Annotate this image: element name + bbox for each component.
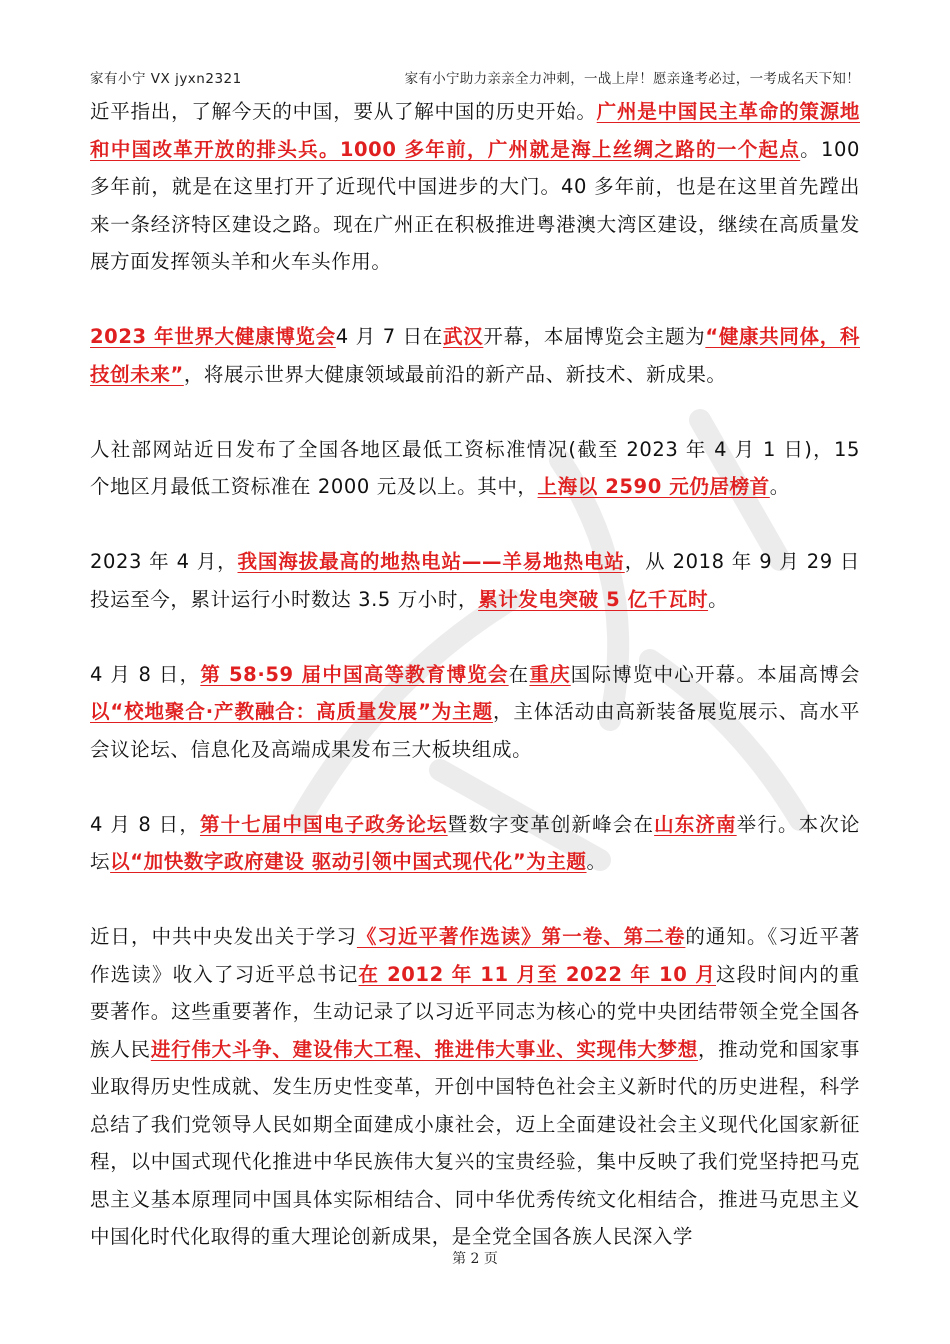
body-text: 举行。本次论坛	[90, 812, 860, 873]
highlighted-keyphrase: 武汉	[442, 325, 484, 348]
body-text: 这段时间内的重要著作。这些重要著作，生动记录了以习近平同志为核心的党中央团结带领全党全国各族人民	[90, 962, 861, 1061]
highlighted-keyphrase: 我国海拔最高的地热电站——羊易地热电站	[237, 550, 625, 573]
highlighted-keyphrase: “健康共同体，科技创未来”	[90, 325, 861, 386]
paragraph-selected-works	[90, 918, 860, 1256]
body-text: 。	[586, 850, 607, 873]
header-left: 家有小宁 VX jyxn2321	[90, 71, 242, 87]
body-text: ，主体活动由高新装备展览展示、高水平会议论坛、信息化及高端成果发布三大板块组成。	[90, 700, 860, 761]
highlighted-keyphrase: 以“校地聚合·产教融合：高质量发展”为主题	[90, 700, 494, 723]
body-text: ，将展示世界大健康领域最前沿的新产品、新技术、新成果。	[183, 362, 727, 386]
body-text: 4 月 8 日，	[90, 662, 201, 686]
body-text: 。	[708, 587, 729, 611]
paragraph-minimum-wage	[90, 431, 860, 506]
body-text: 4 月 7 日在	[335, 325, 443, 348]
page-number: 第 2 页	[452, 1251, 498, 1267]
paragraph-geothermal	[90, 543, 860, 618]
highlighted-keyphrase: 重庆	[529, 662, 571, 686]
paragraph-e-government-forum	[90, 806, 860, 881]
body-text: 在	[508, 662, 530, 686]
highlighted-keyphrase: 进行伟大斗争、建设伟大工程、推进伟大事业、实现伟大梦想	[150, 1037, 699, 1061]
highlighted-keyphrase: 2023 年世界大健康博览会	[90, 325, 336, 348]
paragraph-guangzhou	[90, 93, 860, 281]
highlighted-keyphrase: 山东济南	[654, 812, 737, 836]
highlighted-keyphrase: 以“加快数字政府建设 驱动引领中国式现代化”为主题	[110, 850, 587, 873]
body-text: 近平指出，了解今天的中国，要从了解中国的历史开始。	[90, 100, 597, 123]
highlighted-keyphrase: 第十七届中国电子政务论坛	[199, 812, 448, 836]
highlighted-keyphrase: 在 2012 年 11 月至 2022 年 10 月	[358, 962, 716, 986]
header-right: 家有小宁助力亲亲全力冲刺，一战上岸！愿亲逢考必过，一考成名天下知！	[404, 71, 860, 87]
body-text: ，从 2018 年 9 月 29 日投运至今，累计运行小时数达 3.5 万小时，	[90, 550, 860, 611]
body-text: 2023 年 4 月，	[90, 550, 238, 573]
body-text: 人社部网站近日发布了全国各地区最低工资标准情况(截至 2023 年 4 月 1 日)，15 个地区月最低工资标准在 2000 元及以上。其中，	[90, 437, 860, 498]
body-text: 的通知。《习近平著作选读》收入了习近平总书记	[90, 925, 860, 986]
body-text: 国际博览中心开幕。本届高博会	[570, 662, 860, 686]
body-text: 4 月 8 日，	[90, 812, 200, 836]
highlighted-keyphrase: 《习近平著作选读》第一卷、第二卷	[356, 925, 686, 948]
highlighted-keyphrase: 累计发电突破 5 亿千瓦时	[478, 587, 709, 611]
highlighted-keyphrase: 上海以 2590 元仍居榜首	[537, 475, 770, 498]
body-text: 。	[769, 475, 790, 498]
document-body	[90, 93, 860, 1256]
paragraph-health-expo	[90, 318, 860, 393]
body-text: 近日，中共中央发出关于学习	[90, 925, 357, 948]
body-text: ，推动党和国家事业取得历史性成就、发生历史性变革，开创中国特色社会主义新时代的历史进程，科学总结了我们党领导人民如期全面建成小康社会，迈上全面建设社会主义现代化国家新征程，以中国式现代化推进中华民族伟大复兴的宝贵经验，集中反映了我们党坚持把马克思主义基本原理同中国具体实际相结合、同中华优秀传统文化相结合，推进马克思主义中国化时代化取得的重大理论创新成果，是全党全国各族人民深入学	[90, 1037, 860, 1248]
page-header	[90, 67, 860, 87]
body-text: 暨数字变革创新峰会在	[447, 812, 655, 836]
paragraph-education-expo	[90, 656, 860, 769]
highlighted-keyphrase: 广州是中国民主革命的策源地和中国改革开放的排头兵。1000 多年前，广州就是海上丝绸之路的一个起点	[90, 100, 860, 161]
highlighted-keyphrase: 第 58·59 届中国高等教育博览会	[200, 662, 509, 686]
body-text: 开幕，本届博览会主题为	[483, 325, 706, 348]
body-text: 。100 多年前，就是在这里打开了近现代中国进步的大门。40 多年前，也是在这里首先蹚出来一条经济特区建设之路。现在广州正在积极推进粤港澳大湾区建设，继续在高质量发展方面发挥领头羊和火车头作用。	[90, 137, 860, 273]
